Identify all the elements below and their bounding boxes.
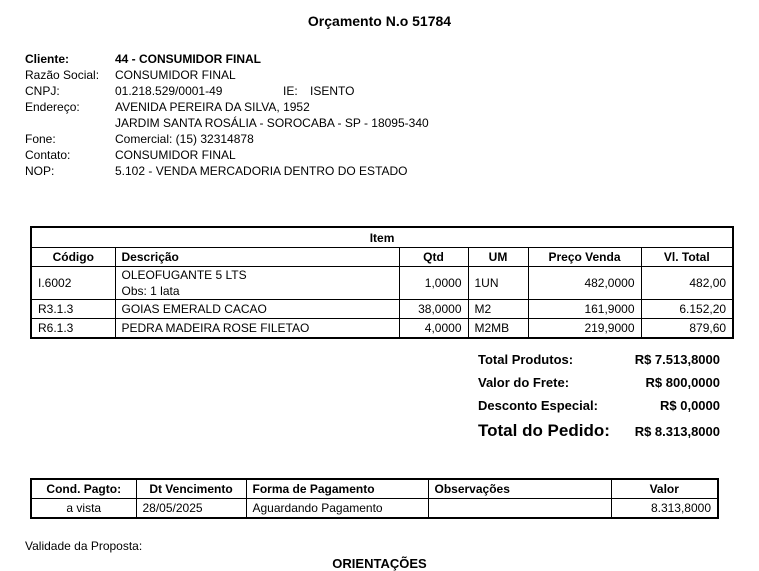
- column-header-dt-vencimento: Dt Vencimento: [136, 479, 246, 499]
- contato-value: CONSUMIDOR FINAL: [115, 148, 236, 162]
- cell-vl-total: 879,60: [641, 319, 733, 339]
- payment-table: [30, 478, 719, 519]
- table-row: [31, 300, 733, 319]
- payment-table-header-row: [31, 479, 718, 499]
- total-pedido-value: R$ 8.313,8000: [634, 424, 720, 439]
- cell-cond-pagto: a vista: [31, 499, 136, 519]
- cell-observacoes: [428, 499, 611, 519]
- page-title: Orçamento N.o 51784: [307, 13, 452, 29]
- cell-valor: 8.313,8000: [611, 499, 718, 519]
- client-row-cnpj: [25, 83, 429, 99]
- cutoff-section-heading: ORIENTAÇÕES: [332, 556, 427, 571]
- totals-row-frete: [478, 375, 720, 398]
- descricao-text: PEDRA MADEIRA ROSE FILETAO: [121, 321, 310, 335]
- razao-social-label: Razão Social:: [25, 68, 100, 82]
- cell-qtd: 38,0000: [399, 300, 468, 319]
- totals-row-produtos: [478, 352, 720, 375]
- cnpj-value: 01.218.529/0001-49: [115, 84, 223, 98]
- cell-vl-total: 482,00: [641, 267, 733, 300]
- cell-dt-vencimento: 28/05/2025: [136, 499, 246, 519]
- item-table-caption: Item: [31, 227, 733, 248]
- cell-codigo: I.6002: [31, 267, 115, 300]
- fone-value: Comercial: (15) 32314878: [115, 132, 254, 146]
- total-produtos-value: R$ 7.513,8000: [634, 352, 720, 367]
- cell-qtd: 4,0000: [399, 319, 468, 339]
- client-row-fone: [25, 131, 429, 147]
- descricao-text: GOIAS EMERALD CACAO: [121, 302, 267, 316]
- item-table-header-row: [31, 248, 733, 267]
- validade-proposta-label: Validade da Proposta:: [25, 539, 143, 553]
- client-row-endereco-2: [25, 115, 429, 131]
- endereco-label-spacer: [25, 115, 115, 131]
- cell-vl-total: 6.152,20: [641, 300, 733, 319]
- endereco-line1: AVENIDA PEREIRA DA SILVA, 1952: [115, 100, 310, 114]
- column-header-qtd: Qtd: [399, 248, 468, 267]
- cell-preco-venda: 219,9000: [528, 319, 641, 339]
- nop-value: 5.102 - VENDA MERCADORIA DENTRO DO ESTADO: [115, 164, 408, 178]
- cnpj-label: CNPJ:: [25, 84, 60, 98]
- totals-row-pedido: [478, 421, 720, 447]
- client-row-endereco: [25, 99, 429, 115]
- valor-frete-value: R$ 800,0000: [645, 375, 720, 390]
- total-pedido-label: Total do Pedido:: [478, 421, 610, 440]
- cell-preco-venda: 482,0000: [528, 267, 641, 300]
- contato-label: Contato:: [25, 148, 71, 162]
- column-header-vl-total: Vl. Total: [641, 248, 733, 267]
- cell-codigo: R6.1.3: [31, 319, 115, 339]
- valor-frete-label: Valor do Frete:: [478, 375, 570, 390]
- nop-label: NOP:: [25, 164, 55, 178]
- cell-preco-venda: 161,9000: [528, 300, 641, 319]
- client-row-cliente: [25, 51, 429, 67]
- totals-row-desconto: [478, 398, 720, 421]
- column-header-valor: Valor: [611, 479, 718, 499]
- client-row-contato: [25, 147, 429, 163]
- fone-label: Fone:: [25, 132, 56, 146]
- cell-descricao: [115, 319, 399, 339]
- endereco-label: Endereço:: [25, 100, 80, 114]
- descricao-obs: Obs: 1 lata: [121, 284, 180, 298]
- column-header-um: UM: [468, 248, 528, 267]
- table-row: [31, 319, 733, 339]
- column-header-preco-venda: Preço Venda: [528, 248, 641, 267]
- column-header-descricao: Descrição: [115, 248, 399, 267]
- table-row: [31, 499, 718, 519]
- desconto-especial-label: Desconto Especial:: [478, 398, 598, 413]
- cliente-value: 44 - CONSUMIDOR FINAL: [115, 52, 262, 66]
- client-row-nop: [25, 163, 429, 179]
- item-table: [30, 226, 734, 339]
- desconto-especial-value: R$ 0,0000: [660, 398, 720, 413]
- ie-value: ISENTO: [310, 84, 355, 98]
- cliente-label: Cliente:: [25, 52, 70, 66]
- cell-forma-pagamento: Aguardando Pagamento: [246, 499, 428, 519]
- column-header-codigo: Código: [31, 248, 115, 267]
- column-header-observacoes: Observações: [428, 479, 611, 499]
- cell-descricao: [115, 267, 399, 300]
- cell-codigo: R3.1.3: [31, 300, 115, 319]
- totals-block: [478, 352, 720, 447]
- cell-qtd: 1,0000: [399, 267, 468, 300]
- cell-um: M2MB: [468, 319, 528, 339]
- client-row-razao-social: [25, 67, 429, 83]
- column-header-forma-pagamento: Forma de Pagamento: [246, 479, 428, 499]
- ie-label: IE:: [283, 84, 298, 98]
- razao-social-value: CONSUMIDOR FINAL: [115, 68, 236, 82]
- column-header-cond-pagto: Cond. Pagto:: [31, 479, 136, 499]
- ie-group: [283, 83, 354, 99]
- cell-descricao: [115, 300, 399, 319]
- cell-um: M2: [468, 300, 528, 319]
- descricao-text: OLEOFUGANTE 5 LTS: [121, 268, 247, 282]
- table-row: [31, 267, 733, 300]
- endereco-line2: JARDIM SANTA ROSÁLIA - SOROCABA - SP - 18095-340: [115, 116, 429, 130]
- client-info-block: [25, 51, 429, 179]
- total-produtos-label: Total Produtos:: [478, 352, 574, 367]
- item-table-caption-row: [31, 227, 733, 248]
- cell-um: 1UN: [468, 267, 528, 300]
